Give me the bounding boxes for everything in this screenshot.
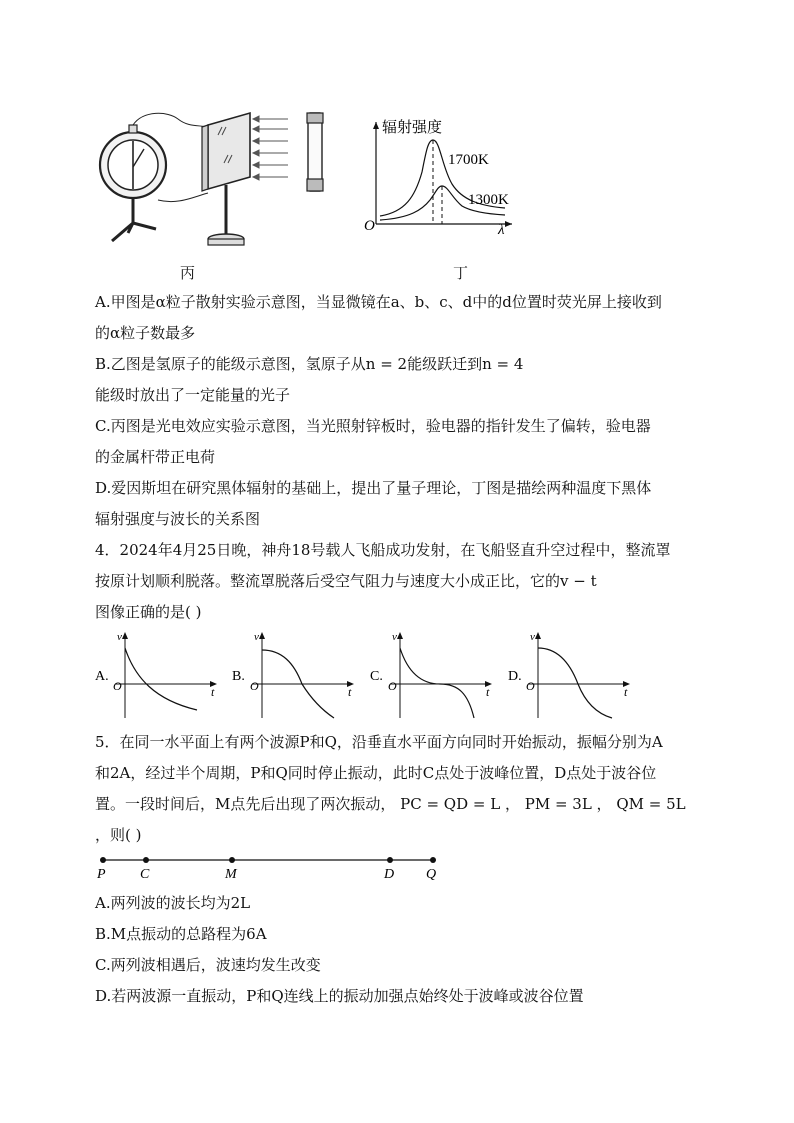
option-label: B. bbox=[232, 669, 245, 684]
label-d: D bbox=[384, 867, 395, 882]
v-axis-label: v bbox=[530, 631, 535, 643]
origin-label: O bbox=[388, 679, 397, 693]
xlabel: λ bbox=[498, 222, 505, 237]
point-m bbox=[229, 857, 235, 863]
point-c bbox=[143, 857, 149, 863]
t-axis-label: t bbox=[486, 685, 490, 699]
q5-option-c[interactable]: C.两列波相遇后，波速均发生改变 bbox=[95, 956, 321, 974]
label-p: P bbox=[97, 867, 106, 882]
label-1700k: 1700K bbox=[448, 152, 489, 168]
origin-label: O bbox=[364, 218, 375, 234]
option-label: A. bbox=[95, 669, 109, 684]
q5-pq-line-diagram bbox=[95, 850, 445, 882]
t-axis-label: t bbox=[211, 685, 215, 699]
label-q: Q bbox=[426, 867, 437, 882]
q5-option-a[interactable]: A.两列波的波长均为2L bbox=[95, 894, 251, 912]
point-p bbox=[100, 857, 106, 863]
q5-stem-line1: 5．在同一水平面上有两个波源P和Q，沿垂直水平面方向同时开始振动，振幅分别为A bbox=[95, 733, 663, 751]
q5-option-b[interactable]: B.M点振动的总路程为6A bbox=[95, 925, 267, 943]
q4-option-d-graph[interactable] bbox=[508, 628, 648, 720]
point-d bbox=[387, 857, 393, 863]
q5-stem-line4: ，则( ) bbox=[95, 826, 142, 844]
vt-curve bbox=[538, 648, 612, 718]
point-q bbox=[430, 857, 436, 863]
ylabel: 辐射强度 bbox=[382, 120, 443, 136]
v-axis-label: v bbox=[254, 631, 259, 643]
q5-stem-line2: 和2A，经过半个周期，P和Q同时停止振动，此时C点处于波峰位置，D点处于波谷位 bbox=[95, 764, 657, 782]
q3-option-c-line1: C.丙图是光电效应实验示意图，当光照射锌板时，验电器的指针发生了偏转，验电器 bbox=[95, 417, 651, 435]
q4-stem-line2: 按原计划顺利脱落。整流罩脱落后受空气阻力与速度大小成正比，它的v − t bbox=[95, 572, 597, 590]
q5-stem-line3: 置。一段时间后，M点先后出现了两次振动， PC = QD = L ， PM = 3L ， QM = 5L bbox=[95, 795, 686, 813]
q3-option-b-line2: 能级时放出了一定能量的光子 bbox=[95, 386, 291, 404]
label-1300k: 1300K bbox=[468, 192, 509, 208]
caption-ding: 丁 bbox=[453, 264, 469, 282]
figure-ding-blackbody-graph bbox=[360, 112, 530, 237]
q4-stem-line3: 图像正确的是( ) bbox=[95, 603, 202, 621]
v-axis-label: v bbox=[392, 631, 397, 643]
origin-label: O bbox=[250, 679, 259, 693]
t-axis-label: t bbox=[348, 685, 352, 699]
option-label: D. bbox=[508, 669, 522, 684]
option-label: C. bbox=[370, 669, 383, 684]
figure-bing-photoelectric-apparatus bbox=[98, 105, 348, 255]
label-c: C bbox=[140, 867, 150, 882]
caption-bing: 丙 bbox=[180, 264, 196, 282]
q5-option-d[interactable]: D.若两波源一直振动，P和Q连线上的振动加强点始终处于波峰或波谷位置 bbox=[95, 987, 584, 1005]
q3-option-a-line2: 的α粒子数最多 bbox=[95, 324, 196, 342]
vt-curve bbox=[125, 648, 197, 710]
q4-option-c-graph[interactable] bbox=[370, 628, 510, 720]
v-axis-label: v bbox=[117, 631, 122, 643]
q4-stem-line1: 4．2024年4月25日晚，神舟18号载人飞船成功发射，在飞船竖直升空过程中，整流罩 bbox=[95, 541, 671, 559]
origin-label: O bbox=[526, 679, 535, 693]
origin-label: O bbox=[113, 679, 122, 693]
q3-option-c-line2: 的金属杆带正电荷 bbox=[95, 448, 216, 466]
q4-option-b-graph[interactable] bbox=[232, 628, 372, 720]
q3-option-a-line1: A.甲图是α粒子散射实验示意图，当显微镜在a、b、c、d中的d位置时荧光屏上接收到 bbox=[95, 293, 662, 311]
q4-option-a-graph[interactable] bbox=[95, 628, 235, 720]
q3-option-d-line2: 辐射强度与波长的关系图 bbox=[95, 510, 261, 528]
label-m: M bbox=[225, 867, 237, 882]
q3-option-d-line1: D.爱因斯坦在研究黑体辐射的基础上，提出了量子理论，丁图是描绘两种温度下黑体 bbox=[95, 479, 652, 497]
vt-curve bbox=[400, 648, 474, 718]
t-axis-label: t bbox=[624, 685, 628, 699]
q3-option-b-line1: B.乙图是氢原子的能级示意图，氢原子从n = 2能级跃迁到n = 4 bbox=[95, 355, 524, 373]
zinc-plate bbox=[208, 113, 250, 189]
